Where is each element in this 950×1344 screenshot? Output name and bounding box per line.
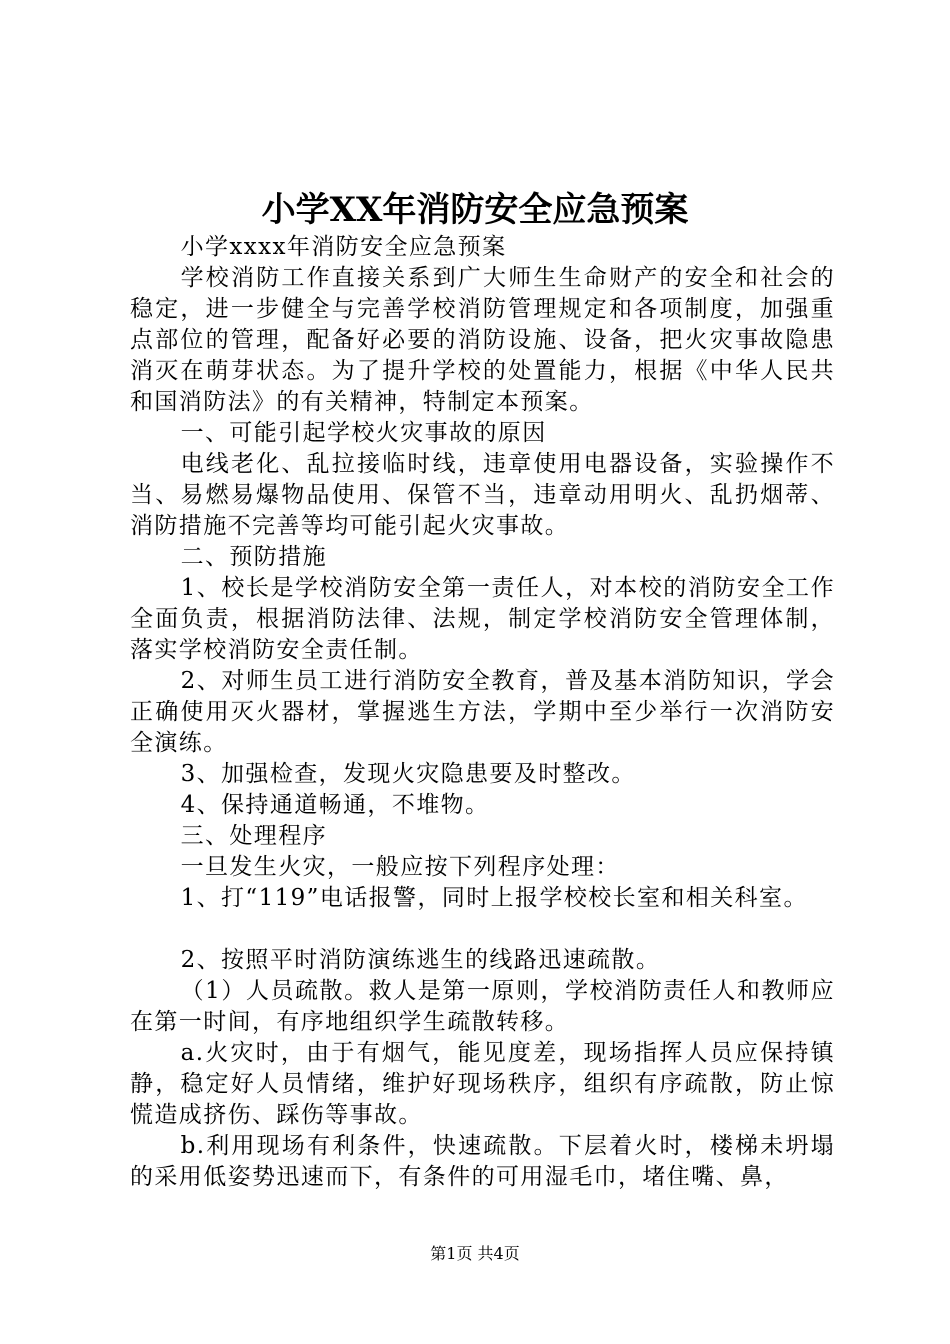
paragraph-prevention-1: 1、校长是学校消防安全第一责任人，对本校的消防安全工作全面负责，根据消防法律、法规，制定学校消防安全管理体制，落实学校消防安全责任制。: [130, 575, 835, 663]
paragraph-subtitle: 小学xxxx年消防安全应急预案: [180, 234, 507, 260]
section-heading-prevention: 二、预防措施: [180, 544, 327, 570]
paragraph-evacuation-b: b.利用现场有利条件，快速疏散。下层着火时，楼梯未坍塌的采用低姿势迅速而下，有条件的可用湿毛巾，堵住嘴、鼻，: [130, 1133, 835, 1190]
paragraph-intro: 学校消防工作直接关系到广大师生生命财产的安全和社会的稳定，进一步健全与完善学校消防管理规定和各项制度，加强重点部位的管理，配备好必要的消防设施、设备，把火灾事故隐患消灭在萌芽状态。为了提升学校的处置能力，根据《中华人民共和国消防法》的有关精神，特制定本预案。: [130, 265, 835, 415]
document-title: 小学XX年消防安全应急预案: [261, 190, 689, 230]
paragraph-procedure-2: 2、按照平时消防演练逃生的线路迅速疏散。: [180, 947, 661, 973]
paragraph-prevention-2: 2、对师生员工进行消防安全教育，普及基本消防知识，学会正确使用灭火器材，掌握逃生方法，学期中至少举行一次消防安全演练。: [130, 668, 835, 756]
document-body: [130, 232, 835, 1193]
paragraph-prevention-4: 4、保持通道畅通，不堆物。: [180, 792, 490, 818]
paragraph-procedure-intro: 一旦发生火灾，一般应按下列程序处理：: [180, 854, 620, 880]
paragraph-evacuation-a: a.火灾时，由于有烟气，能见度差，现场指挥人员应保持镇静，稳定好人员情绪，维护好现场秩序，组织有序疏散，防止惊慌造成挤伤、踩伤等事故。: [130, 1040, 835, 1128]
section-heading-causes: 一、可能引起学校火灾事故的原因: [180, 420, 547, 446]
paragraph-procedure-1: 1、打“119”电话报警，同时上报学校校长室和相关科室。: [180, 885, 808, 911]
page-footer: 第1页 共4页: [430, 1244, 520, 1263]
section-heading-procedure: 三、处理程序: [180, 823, 327, 849]
paragraph-prevention-3: 3、加强检查，发现火灾隐患要及时整改。: [180, 761, 636, 787]
paragraph-evacuation: （1）人员疏散。救人是第一原则，学校消防责任人和教师应在第一时间，有序地组织学生疏散转移。: [130, 978, 835, 1035]
paragraph-causes: 电线老化、乱拉接临时线，违章使用电器设备，实验操作不当、易燃易爆物品使用、保管不当，违章动用明火、乱扔烟蒂、消防措施不完善等均可能引起火灾事故。: [130, 451, 835, 539]
